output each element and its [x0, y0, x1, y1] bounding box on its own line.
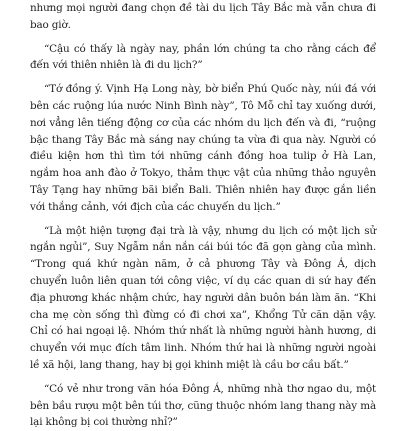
paragraph-2: “Cậu có thấy là ngày nay, phần lớn chúng ta cho rằng cách để đến với thiên nhiên là đi du lịch?” — [30, 42, 376, 72]
paragraph-4: “Là một hiện tượng đại trà là vậy, nhưng du lịch có một lịch sử ngắn ngủi”, Suy Ngẫm nắn nắn cái búi tóc đã gọn gàng của mình. “Trong quá khứ ngàn năm, ở cả phương Tây và Đông Á, dịch chuyển luôn liên quan tới công việc, ví dụ các quan di sứ hay đến địa phương khác nhậm chức, hay người dân buôn bán làm ăn. “Khi cha mẹ còn sống thì đừng có đi chơi xa”, Khổng Tử căn dặn vậy. Chỉ có hai ngoại lệ. Nhóm thứ nhất là những người hành hương, di chuyển với mục đích tâm linh. Nhóm thứ hai là những người ngoài lề xã hội, lang thang, hay bị gọi khinh miệt là cầu bơ cầu bất.” — [30, 224, 376, 371]
paragraph-5: “Có vẻ như trong văn hóa Đông Á, những nhà thơ ngao du, một bên bầu rượu một bên túi thơ, cũng thuộc nhóm lang thang này mà lại không bị coi thường nhỉ?” — [30, 382, 376, 429]
paragraph-1: nhưng mọi người đang chọn đề tài du lịch Tây Bắc mà vẫn chưa đi bao giờ. — [30, 2, 376, 31]
book-page — [30, 0, 376, 429]
paragraph-3: “Tớ đồng ý. Vịnh Hạ Long này, bờ biển Phú Quốc này, núi đá với bên các ruộng lúa nước Ninh Bình này”, Tô Mỗ chỉ tay xuống dưới, nơi vẳng lên tiếng động cơ của các nhóm du lịch đến và đi, “ruộng bậc thang Tây Bắc mà sáng nay chúng ta vừa đi qua này. Người có điều kiện hơn thì tìm tới những cánh đồng hoa tulip ở Hà Lan, ngắm hoa anh đào ở Tokyo, thảm thực vật của những thảo nguyên Tây Tạng hay những bãi biển Bali. Thiên nhiên hay được gắn liền với thắng cảnh, với địch của các chuyến du lịch.” — [30, 83, 376, 213]
